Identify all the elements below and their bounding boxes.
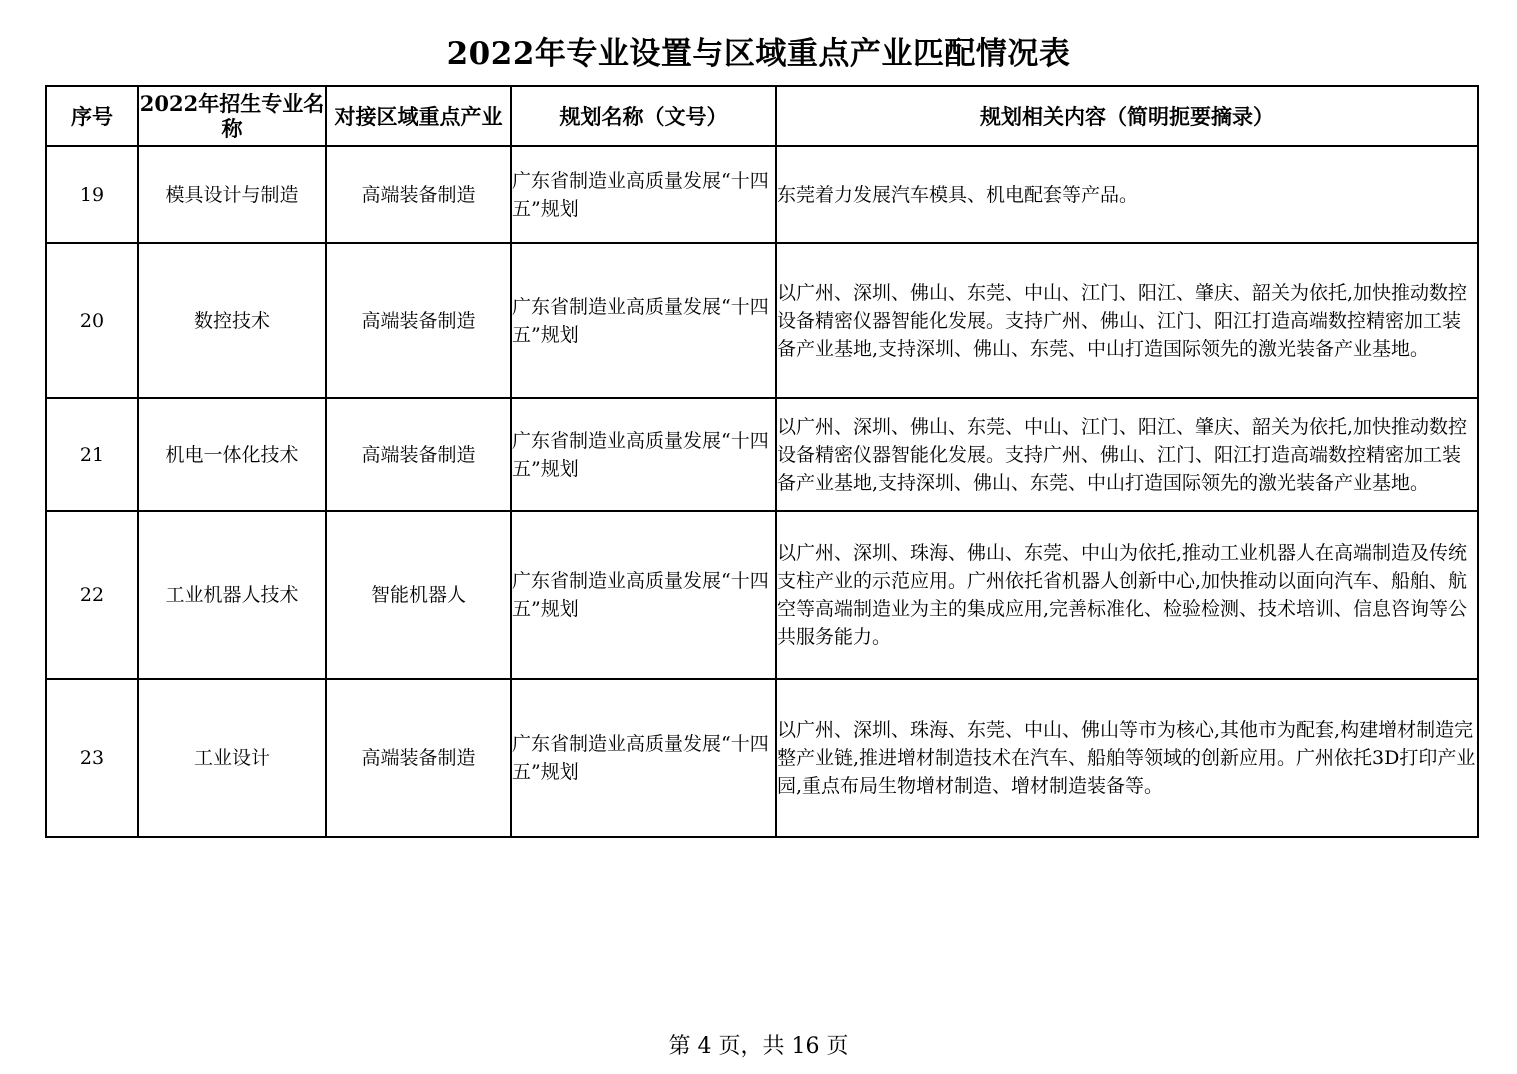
row-content: 东莞着力发展汽车模具、机电配套等产品。 xyxy=(776,146,1478,243)
page-title: 2022年专业设置与区域重点产业匹配情况表 xyxy=(446,36,1071,72)
table-row xyxy=(46,398,1478,511)
header-content: 规划相关内容（简明扼要摘录） xyxy=(776,86,1478,146)
row-major: 机电一体化技术 xyxy=(138,398,326,511)
table-header-row xyxy=(46,86,1478,146)
row-major: 工业设计 xyxy=(138,679,326,837)
header-major: 2022年招生专业名称 xyxy=(138,86,326,146)
row-plan: 广东省制造业高质量发展“十四五”规划 xyxy=(511,511,776,679)
row-industry: 智能机器人 xyxy=(326,511,511,679)
row-seq: 23 xyxy=(46,679,138,837)
row-seq: 20 xyxy=(46,243,138,398)
table-row xyxy=(46,679,1478,837)
row-major: 工业机器人技术 xyxy=(138,511,326,679)
row-seq: 21 xyxy=(46,398,138,511)
header-industry: 对接区域重点产业 xyxy=(326,86,511,146)
row-content: 以广州、深圳、佛山、东莞、中山、江门、阳江、肇庆、韶关为依托,加快推动数控设备精密仪器智能化发展。支持广州、佛山、江门、阳江打造高端数控精密加工装备产业基地,支持深圳、佛山、东莞、中山打造国际领先的激光装备产业基地。 xyxy=(776,243,1478,398)
row-content: 以广州、深圳、珠海、东莞、中山、佛山等市为核心,其他市为配套,构建增材制造完整产业链,推进增材制造技术在汽车、船舶等领域的创新应用。广州依托3D打印产业园,重点布局生物增材制造、增材制造装备等。 xyxy=(776,679,1478,837)
row-plan: 广东省制造业高质量发展“十四五”规划 xyxy=(511,243,776,398)
header-seq: 序号 xyxy=(46,86,138,146)
row-major: 数控技术 xyxy=(138,243,326,398)
table-row xyxy=(46,146,1478,243)
page-number: 第 4 页，共 16 页 xyxy=(668,1034,849,1059)
table-row xyxy=(46,243,1478,398)
row-content: 以广州、深圳、佛山、东莞、中山、江门、阳江、肇庆、韶关为依托,加快推动数控设备精密仪器智能化发展。支持广州、佛山、江门、阳江打造高端数控精密加工装备产业基地,支持深圳、佛山、东莞、中山打造国际领先的激光装备产业基地。 xyxy=(776,398,1478,511)
row-seq: 19 xyxy=(46,146,138,243)
header-plan: 规划名称（文号） xyxy=(511,86,776,146)
row-major: 模具设计与制造 xyxy=(138,146,326,243)
row-industry: 高端装备制造 xyxy=(326,679,511,837)
row-industry: 高端装备制造 xyxy=(326,398,511,511)
row-plan: 广东省制造业高质量发展“十四五”规划 xyxy=(511,398,776,511)
row-seq: 22 xyxy=(46,511,138,679)
row-industry: 高端装备制造 xyxy=(326,243,511,398)
table-row xyxy=(46,511,1478,679)
row-industry: 高端装备制造 xyxy=(326,146,511,243)
row-plan: 广东省制造业高质量发展“十四五”规划 xyxy=(511,679,776,837)
row-plan: 广东省制造业高质量发展“十四五”规划 xyxy=(511,146,776,243)
row-content: 以广州、深圳、珠海、佛山、东莞、中山为依托,推动工业机器人在高端制造及传统支柱产业的示范应用。广州依托省机器人创新中心,加快推动以面向汽车、船舶、航空等高端制造业为主的集成应用,完善标准化、检验检测、技术培训、信息咨询等公共服务能力。 xyxy=(776,511,1478,679)
matching-table xyxy=(45,85,1479,838)
